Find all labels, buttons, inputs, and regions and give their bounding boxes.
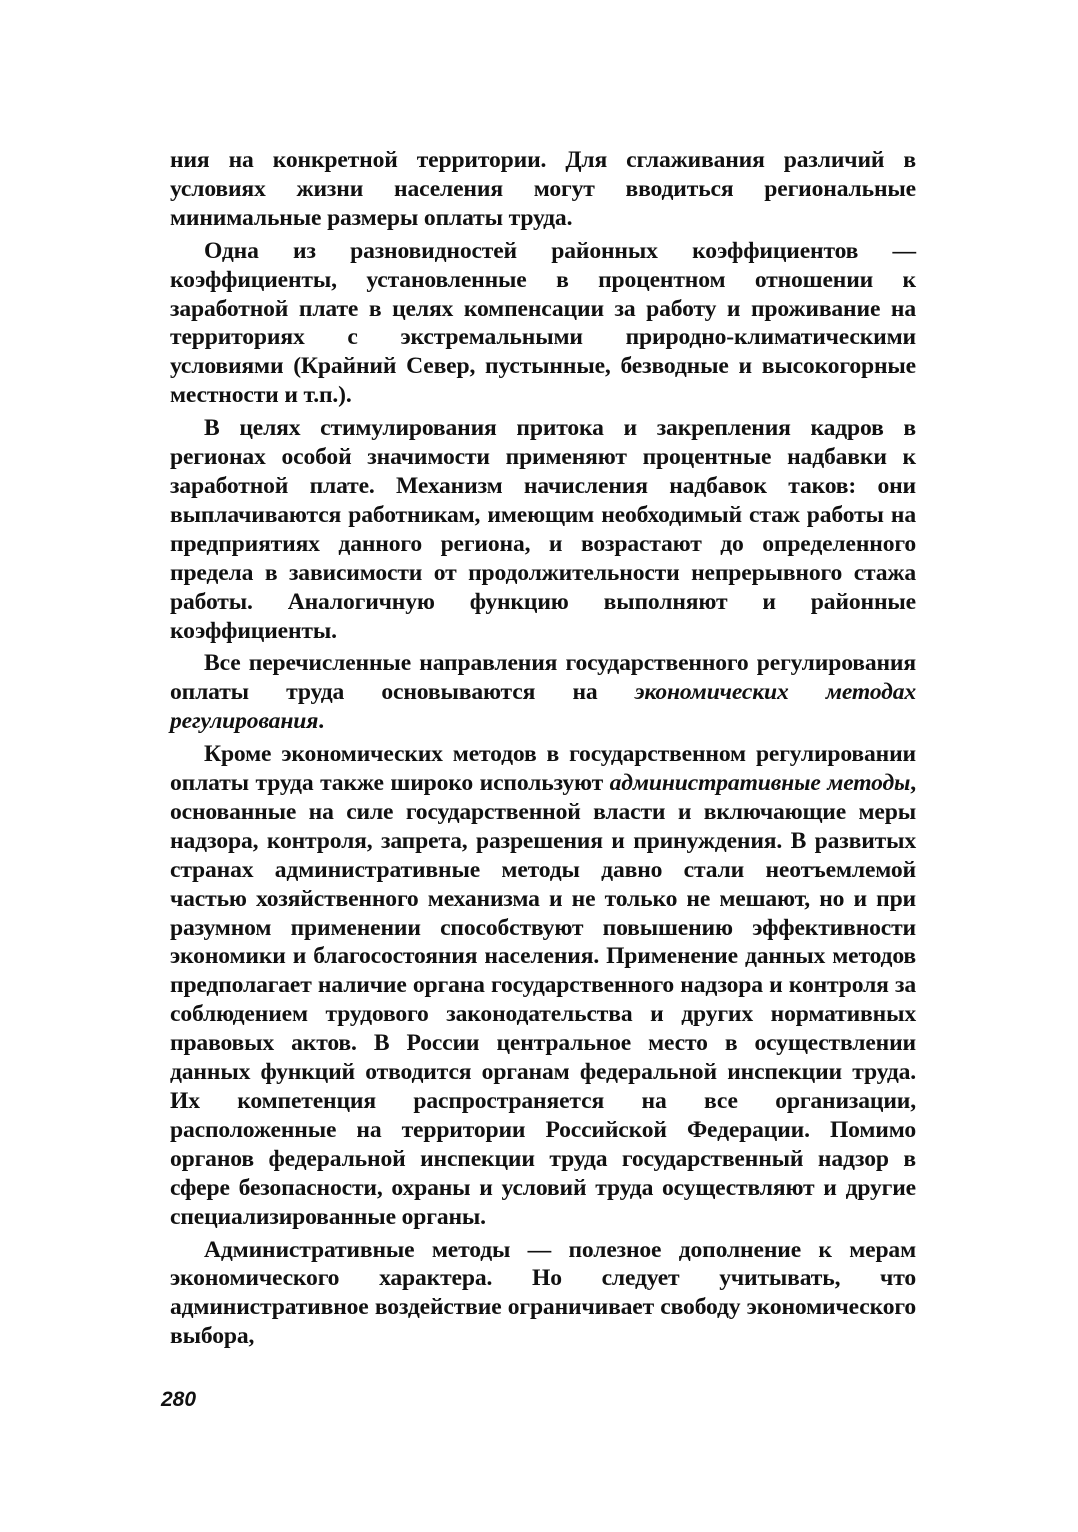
paragraph-text: Все перечисленные направления государственного регулирования оплаты труда основываются на	[170, 650, 916, 706]
body-text	[170, 146, 916, 1355]
paragraph	[170, 146, 916, 233]
paragraph	[170, 649, 916, 736]
paragraph	[170, 414, 916, 645]
paragraph-text: ния на конкретной территории. Для сглаживания различий в условиях жизни населения могут вводиться региональные минимальные размеры оплаты труда.	[170, 147, 916, 231]
paragraph-text: В целях стимулирования притока и закрепления кадров в регионах особой значимости применяют процентные надбавки к заработной плате. Механизм начисления надбавок таков: они выплачиваются работникам, имеющим необходимый стаж работы на предприятиях данного региона, и возрастают до определенного предела в зависимости от продолжительности непрерывного стажа работы. Аналогичную функцию выполняют и районные коэффициенты.	[170, 415, 916, 644]
paragraph-text: Кроме экономических методов в государственном регулировании оплаты труда также широко используют	[170, 741, 916, 797]
paragraph-text: .	[318, 708, 324, 735]
paragraph	[170, 237, 916, 410]
paragraph-text: Административные методы — полезное дополнение к мерам экономического характера. Но следует учитывать, что административное воздействие ограничивает свободу экономического выбора,	[170, 1236, 916, 1350]
paragraph-text: , основанные на силе государственной власти и включающие меры надзора, контроля, запрета, разрешения и принуждения. В развитых странах административные методы давно стали неотъемлемой частью хозяйственного механизма и не только не мешают, но и при разумном применении способствуют повышению эффективности экономики и благосостояния населения. Применение данных методов предполагает наличие органа государственного надзора и контроля за соблюдением трудового законодательства и других нормативных правовых актов. В России центральное место в осуществлении данных функций отводится органам федеральной инспекции труда. Их компетенция распространяется на все организации, расположенные на территории Российской Федерации. Помимо органов федеральной инспекции труда государственный надзор в сфере безопасности, охраны и условий труда осуществляют и другие специализированные органы.	[170, 770, 916, 1230]
page-number: 280	[161, 1388, 197, 1411]
emphasized-term: экономических методах регулирования	[170, 679, 916, 735]
paragraph	[170, 740, 916, 1231]
emphasized-term: административные методы	[609, 770, 911, 797]
paragraph-text: Одна из разновидностей районных коэффициентов — коэффициенты, установленные в процентном отношении к заработной плате в целях компенсации за работу и проживание на территориях с экстремальными природно-климатическими условиями (Крайний Север, пустынные, безводные и высокогорные местности и т.п.).	[170, 237, 916, 409]
paragraph	[170, 1236, 916, 1352]
